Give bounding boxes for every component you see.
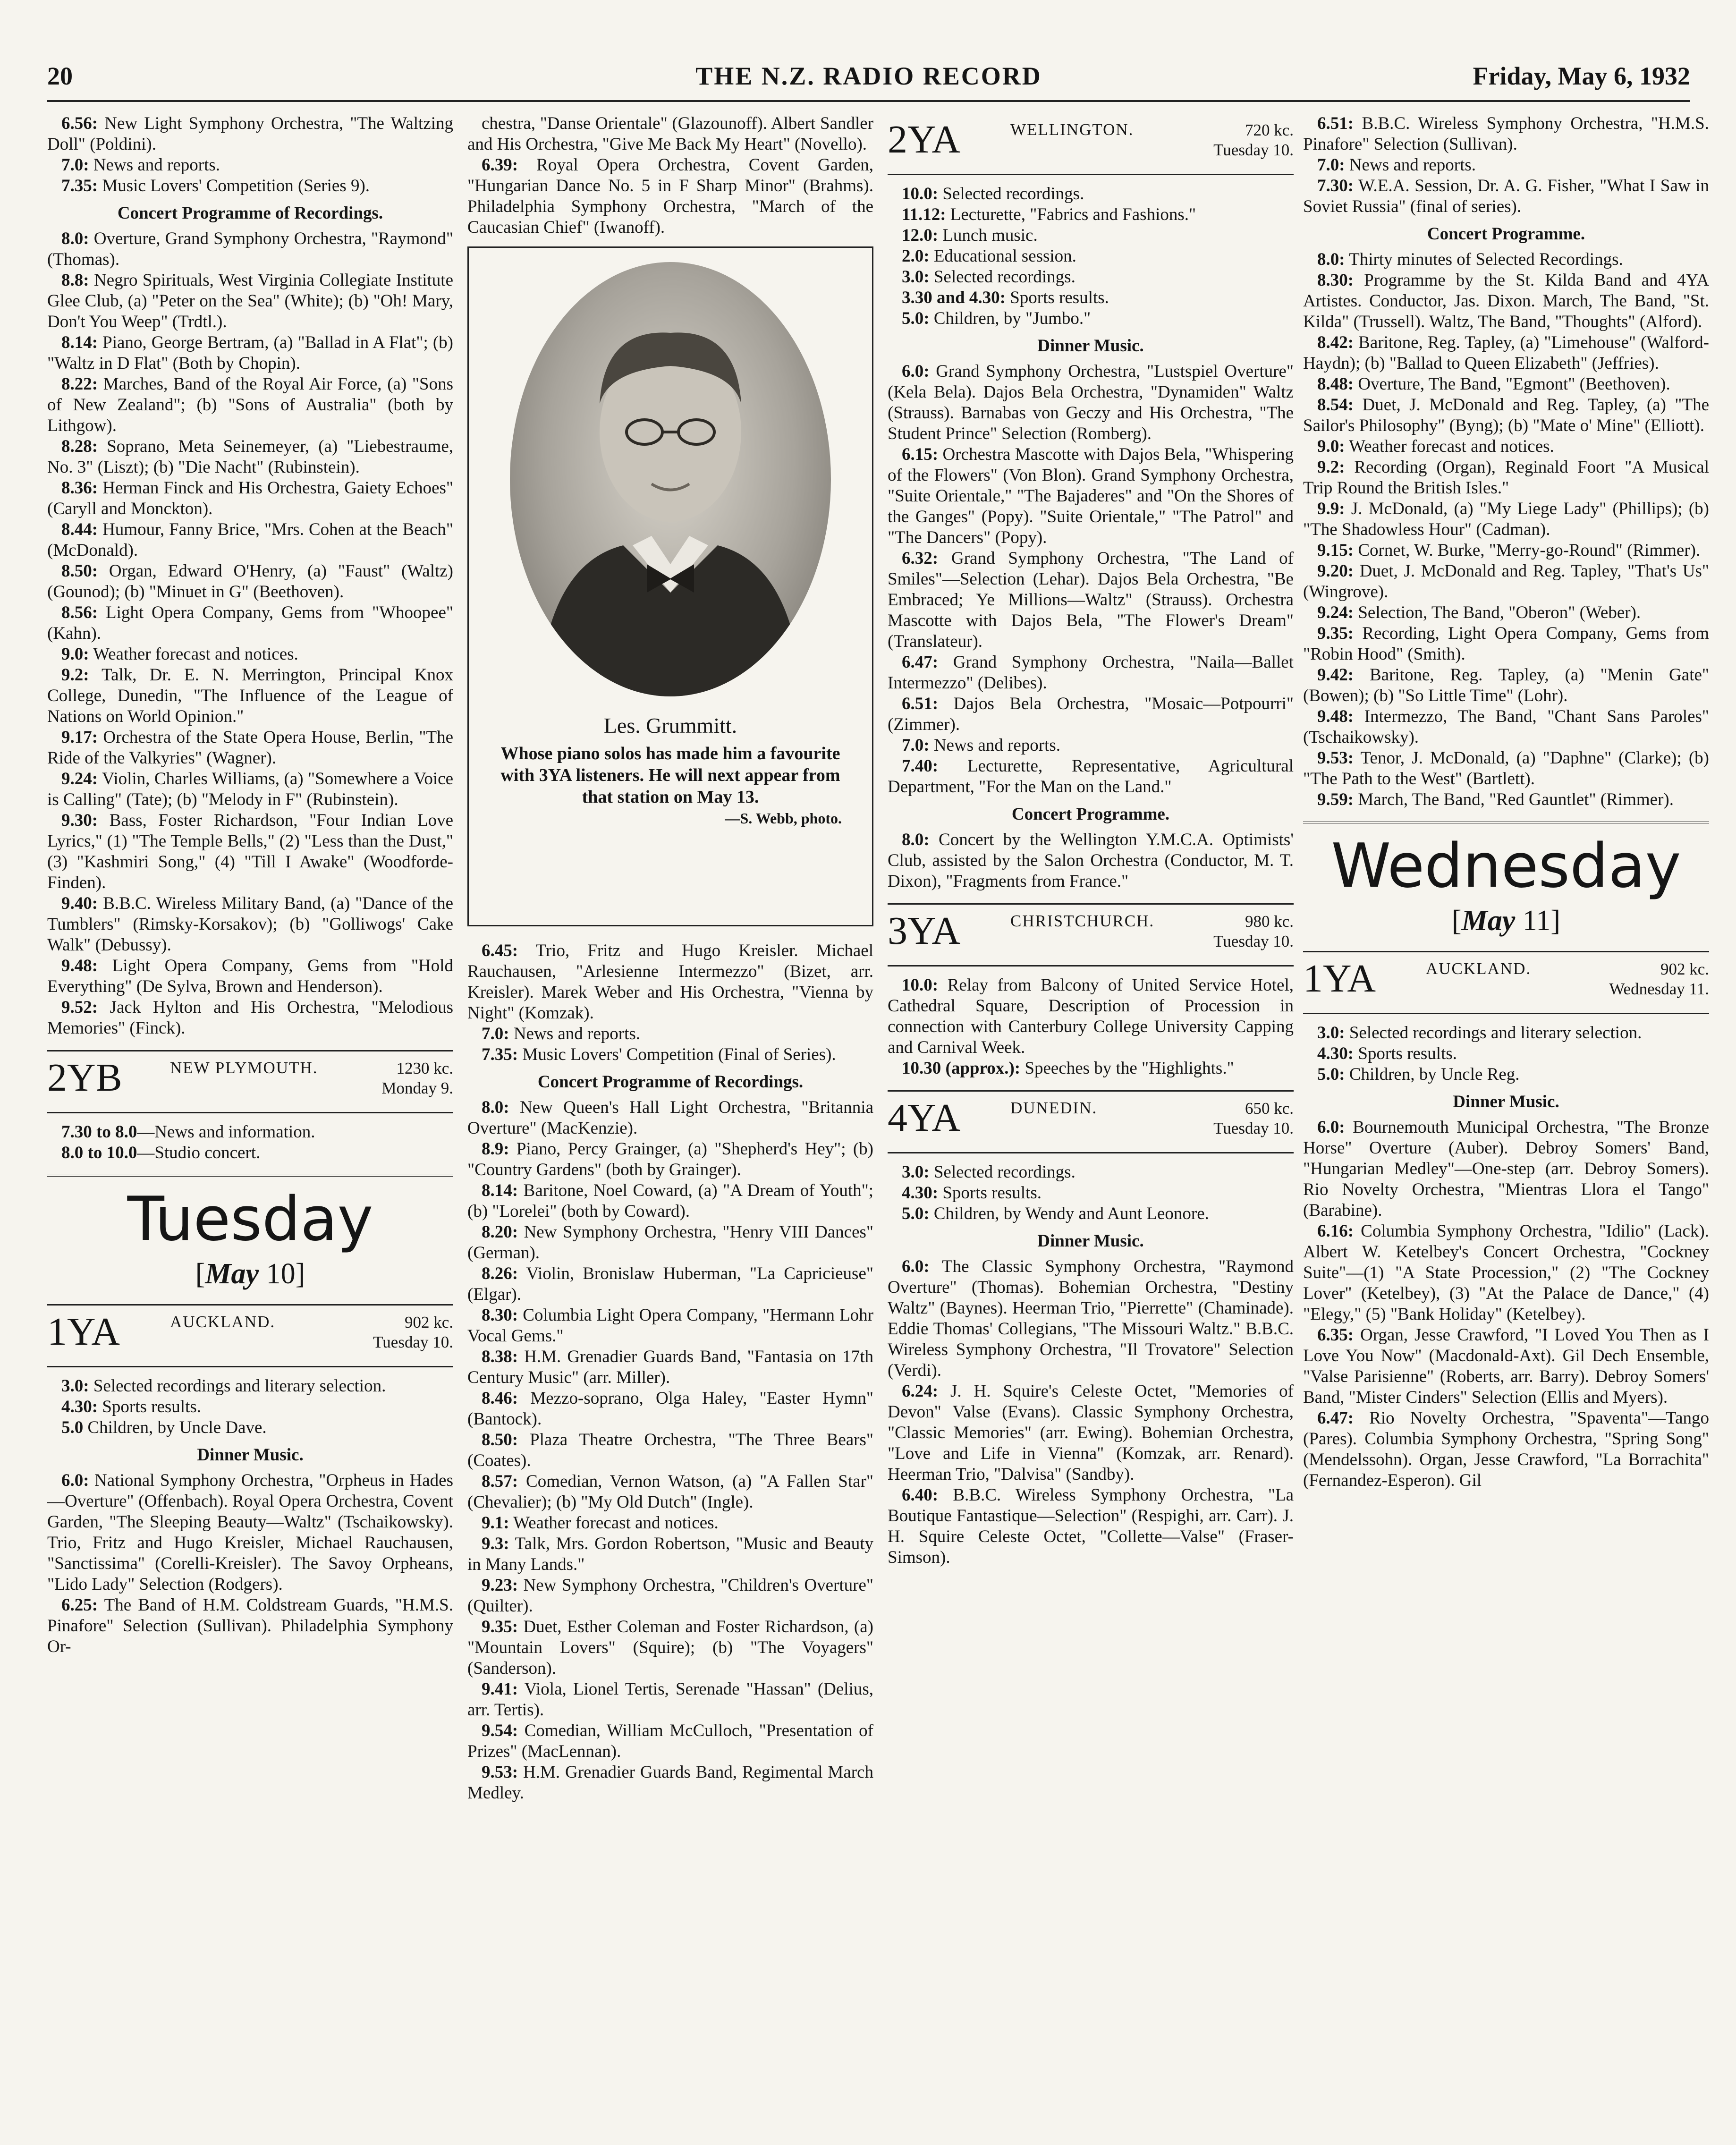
column-4 [1303,113,1709,1491]
list-2ya [888,184,1294,892]
programme-item: 4.30: Sports results. [61,1397,202,1416]
programme-item: 6.0: National Symphony Orchestra, "Orpheus in Hades—Overture" (Offenbach). Royal Opera Orchestra, Covent Garden, "The Sleeping Beauty—Waltz" (Tschaikowsky). Trio, Fritz and Hugo Kreisler, Michael Rauchausen, "Sanctissima" (Corelli-Kreisler). The Savoy Orpheans, "Lido Lady" Selection (Rodgers). [47,1471,453,1594]
station-day: Tuesday 10. [1213,1119,1294,1137]
programme-item: 8.22: Marches, Band of the Royal Air Force, (a) "Sons of New Zealand"; (b) "Sons of Australia" (both by Lithgow). [47,374,453,435]
programme-item: 8.0 to 10.0—Studio concert. [61,1143,261,1162]
programme-item: 8.26: Violin, Bronislaw Huberman, "La Capricieuse" (Elgar). [467,1264,873,1304]
programme-item: 8.44: Humour, Fanny Brice, "Mrs. Cohen at the Beach" (McDonald). [47,520,453,560]
list-col2-top [467,113,873,238]
programme-item: 6.45: Trio, Fritz and Hugo Kreisler. Michael Rauchausen, "Arlesienne Intermezzo" (Bizet, arr. Kreisler). Marek Weber and His Orchestra, "Vienna by Night" (Komzak). [467,941,873,1023]
programme-item: 6.35: Organ, Jesse Crawford, "I Loved You Then as I Love You Now" (Macdonald-Axt). Gil Dech Ensemble, "Valse Parisienne" (Roberts, arr. Barry). Debroy Somers' Band, "Mister Cinders" Selection (Ellis and Myers). [1303,1325,1709,1407]
day-heading-wednesday: Wednesday [1331,831,1681,901]
station-city: AUCKLAND. [170,1313,276,1331]
programme-item: 8.0: Overture, Grand Symphony Orchestra, "Raymond" (Thomas). [47,229,453,269]
programme-item: 9.53: H.M. Grenadier Guards Band, Regimental March Medley. [467,1763,873,1803]
programme-item: 9.52: Jack Hylton and His Orchestra, "Melodious Memories" (Finck). [47,998,453,1038]
station-day: Wednesday 11. [1609,980,1709,998]
programme-item: 6.56: New Light Symphony Orchestra, "The Waltzing Doll" (Poldini). [47,114,453,154]
station-city: WELLINGTON. [1010,120,1134,139]
programme-item: 9.35: Recording, Light Opera Company, Gems from "Robin Hood" (Smith). [1303,624,1709,664]
programme-item: 6.39: Royal Opera Orchestra, Covent Garden, "Hungarian Dance No. 5 in F Sharp Minor" (Brahms). Philadelphia Symphony Orchestra, "March of the Caucasian Chief" (Iwanoff). [467,155,873,237]
station-call: 3YA [888,909,961,953]
programme-item: 9.0: Weather forecast and notices. [61,644,298,664]
programme-item: 9.48: Intermezzo, The Band, "Chant Sans Paroles" (Tschaikowsky). [1303,707,1709,747]
programme-item: 9.54: Comedian, William McCulloch, "Presentation of Prizes" (MacLennan). [467,1721,873,1761]
programme-item: 10.0: Relay from Balcony of United Service Hotel, Cathedral Square, Description of Procession in connection with Canterbury College University Capping and Carnival Week. [888,975,1294,1057]
programme-item: 2.0: Educational session. [902,246,1076,266]
list-col4 [1303,113,1709,810]
programme-item: 8.46: Mezzo-soprano, Olga Haley, "Easter Hymn" (Bantock). [467,1389,873,1429]
programme-item: 7.40: Lecturette, Representative, Agricultural Department, "For the Man on the Land." [888,756,1294,797]
programme-item: 9.41: Viola, Lionel Tertis, Serenade "Hassan" (Delius, arr. Tertis). [467,1679,873,1720]
station-day: Tuesday 10. [1213,141,1294,159]
list-col2 [467,941,873,1804]
programme-item: 9.30: Bass, Foster Richardson, "Four Indian Love Lyrics," (1) "The Temple Bells," (2) "Less than the Dust," (3) "Kashmiri Song," (4) "Till I Awake" (Woodforde-Finden). [47,811,453,892]
programme-item: 3.0: Selected recordings and literary selection. [61,1376,386,1396]
programme-item: 9.0: Weather forecast and notices. [1317,437,1554,456]
programme-item: 3.0: Selected recordings and literary selection. [1317,1023,1642,1043]
programme-item: 6.51: Dajos Bela Orchestra, "Mosaic—Potpourri" (Zimmer). [888,694,1294,734]
photo-caption: Whose piano solos has made him a favourite with 3YA listeners. He will next appear from that station on May 13. [500,744,840,807]
list-4ya [888,1162,1294,1568]
station-day: Monday 9. [381,1079,453,1097]
header-rule [47,100,1690,102]
programme-item: 8.50: Organ, Edward O'Henry, (a) "Faust" (Waltz) (Gounod); (b) "Minuet in G" (Beethoven). [47,561,453,602]
divider [888,1152,1294,1153]
programme-item: 7.35: Music Lovers' Competition (Final of Series). [482,1045,836,1064]
photo-credit: —S. Webb, photo. [725,810,842,827]
programme-item: 6.47: Grand Symphony Orchestra, "Naila—Ballet Intermezzo" (Delibes). [888,653,1294,693]
programme-item: 6.0: The Classic Symphony Orchestra, "Raymond Overture" (Thomas). Bohemian Orchestra, "Destiny Waltz" (Baynes). Heerman Trio, "Pierrette" (Chaminade). Eddie Thomas' Collegians, "The Missouri Waltz." B.B.C. Wireless Symphony Orchestra, "Il Trovatore" Selection (Verdi). [888,1257,1294,1380]
station-header-2yb [47,1050,453,1108]
station-header-2ya [888,113,1294,170]
programme-item: 7.0: News and reports. [482,1024,641,1043]
programme-item: 8.14: Piano, George Bertram, (a) "Ballad in A Flat"; (b) "Waltz in D Flat" (Both by Chopin). [47,333,453,373]
programme-item: 8.28: Soprano, Meta Seinemeyer, (a) "Liebestraume, No. 3" (Liszt); (b) "Die Nacht" (Rubinstein). [47,437,453,477]
programme-item: 8.9: Piano, Percy Grainger, (a) "Shepherd's Hey"; (b) "Country Gardens" (both by Grainger). [467,1139,873,1179]
station-call: 1YA [47,1310,120,1354]
programme-item: 10.0: Selected recordings. [902,184,1084,203]
programme-item: 8.0: New Queen's Hall Light Orchestra, "Britannia Overture" (MacKenzie). [467,1098,873,1138]
programme-item: 8.14: Baritone, Noel Coward, (a) "A Dream of Youth"; (b) "Lorelei" (both by Coward). [467,1181,873,1221]
list-1ya-wednesday [1303,1023,1709,1491]
programme-item: 6.51: B.B.C. Wireless Symphony Orchestra, "H.M.S. Pinafore" Selection (Sullivan). [1303,114,1709,154]
double-rule [1303,822,1709,826]
station-frequency: 980 kc. [1245,912,1294,931]
programme-item: 8.0: Concert by the Wellington Y.M.C.A. Optimists' Club, assisted by the Salon Orchestra (Conductor, M. T. Dixon), "Fragments from France." [888,830,1294,891]
programme-item: 9.40: B.B.C. Wireless Military Band, (a) "Dance of the Tumblers" (Rimsky-Korsakov); (b) "Golliwogs' Cake Walk" (Debussy). [47,894,453,955]
programme-item: 9.15: Cornet, W. Burke, "Merry-go-Round" (Rimmer). [1317,541,1701,560]
programme-item: 9.24: Violin, Charles Williams, (a) "Somewhere a Voice is Calling" (Tate); (b) "Melody in F" (Rubinstein). [47,769,453,809]
programme-item: 9.24: Selection, The Band, "Oberon" (Weber). [1317,603,1641,622]
section-subheading: Dinner Music. [1037,336,1144,356]
station-call: 2YA [888,118,961,161]
programme-item: 6.0: Bournemouth Municipal Orchestra, "The Bronze Horse" Overture (Auber). Debroy Somers' Band, "Hungarian Medley"—One-step (arr. Debroy Somers). Rio Novelty Orchestra, "Mientras Llora el Tango" (Barabine). [1303,1118,1709,1220]
programme-item: 8.56: Light Opera Company, Gems from "Whoopee" (Kahn). [47,603,453,643]
divider [1303,1013,1709,1014]
programme-item: 9.42: Baritone, Reg. Tapley, (a) "Menin Gate" (Bowen); (b) "So Little Time" (Lohr). [1303,665,1709,705]
section-subheading: Concert Programme of Recordings. [537,1072,804,1092]
programme-item: 6.47: Rio Novelty Orchestra, "Spaventa"—Tango (Pares). Columbia Symphony Orchestra, "Spring Song" (Mendelssohn). Organ, Jesse Crawford, "La Borrachita" (Fernandez-Esperon). Gil [1303,1408,1709,1490]
station-header-1ya-wed [1303,951,1709,1009]
programme-item: 9.35: Duet, Esther Coleman and Foster Richardson, (a) "Mountain Lovers" (Squire); (b) "The Voyagers" (Sanderson). [467,1617,873,1678]
programme-item: 6.40: B.B.C. Wireless Symphony Orchestra, "La Boutique Fantastique—Selection" (Respighi, arr. Carr). J. H. Squire Celeste Octet, "Collette—Valse" (Fraser-Simson). [888,1485,1294,1567]
programme-item: 7.30 to 8.0—News and information. [61,1122,315,1142]
programme-item: 8.42: Baritone, Reg. Tapley, (a) "Limehouse" (Walford-Haydn); (b) "Ballad to Queen Elizabeth" (Jeffries). [1303,333,1709,373]
station-city: CHRISTCHURCH. [1010,912,1155,930]
programme-item: 9.59: March, The Band, "Red Gauntlet" (Rimmer). [1317,790,1674,809]
station-frequency: 902 kc. [404,1313,453,1331]
programme-item: 3.0: Selected recordings. [902,267,1075,287]
programme-item: 8.8: Negro Spirituals, West Virginia Collegiate Institute Glee Club, (a) "Peter on the Sea" (White); (b) "Oh! Mary, Don't You Weep" (Trdtl.). [47,271,453,331]
divider [47,1112,453,1113]
programme-item: 9.20: Duet, J. McDonald and Reg. Tapley, "That's Us" (Wingrove). [1303,561,1709,602]
divider [888,174,1294,175]
day-date-tuesday: [May 10] [195,1258,305,1290]
day-heading-tuesday: Tuesday [127,1184,373,1255]
programme-item: 4.30: Sports results. [1317,1044,1457,1063]
list-col1 [47,113,453,1039]
station-call: 2YB [47,1056,122,1100]
programme-item: 5.0: Children, by Uncle Reg. [1317,1065,1520,1084]
list-2yb [47,1122,453,1163]
programme-item: 3.0: Selected recordings. [902,1162,1075,1182]
photo-name: Les. Grummitt. [603,713,737,738]
programme-item: 7.0: News and reports. [902,736,1061,755]
programme-item: 7.30: W.E.A. Session, Dr. A. G. Fisher, "What I Saw in Soviet Russia" (final of series). [1303,176,1709,216]
programme-item: 9.3: Talk, Mrs. Gordon Robertson, "Music and Beauty in Many Lands." [467,1534,873,1574]
date-month: May [205,1258,259,1290]
programme-item: 7.35: Music Lovers' Competition (Series 9). [61,176,370,195]
programme-item: 8.48: Overture, The Band, "Egmont" (Beethoven). [1317,374,1670,394]
publication-title: THE N.Z. RADIO RECORD [695,62,1042,90]
portrait-photo [510,262,831,696]
programme-item: 8.30: Programme by the St. Kilda Band and 4YA Artistes. Conductor, Jas. Dixon. March, The Band, "St. Kilda" (Trussell). Waltz, The Band, "Thoughts" (Alford). [1303,271,1709,331]
column-1 [47,113,453,1657]
date-number: 11 [1522,905,1551,937]
station-city: AUCKLAND. [1426,959,1532,978]
programme-item: 6.32: Grand Symphony Orchestra, "The Land of Smiles"—Selection (Lehar). Dajos Bela Orchestra, "Be Embraced; Ye Millions—Waltz" (Strauss). Orchestra Mascotte with Dajos Bela, "The Flower's Dream" (Translateur). [888,549,1294,651]
station-header-1ya [47,1304,453,1362]
programme-item: 3.30 and 4.30: Sports results. [902,288,1109,307]
programme-item: 7.0: News and reports. [61,155,220,175]
programme-item: 8.57: Comedian, Vernon Watson, (a) "A Fallen Star" (Chevalier); (b) "My Old Dutch" (Ingle). [467,1472,873,1512]
column-2 [467,113,873,1804]
station-call: 1YA [1303,957,1376,1000]
station-city: NEW PLYMOUTH. [170,1059,318,1077]
programme-item: 9.17: Orchestra of the State Opera House, Berlin, "The Ride of the Valkyries" (Wagner). [47,728,453,768]
station-frequency: 902 kc. [1660,960,1709,978]
station-day: Tuesday 10. [373,1333,453,1351]
programme-item: 9.23: New Symphony Orchestra, "Children's Overture" (Quilter). [467,1576,873,1616]
date-number: 10 [266,1258,296,1290]
divider [888,965,1294,967]
photo-box [467,246,873,926]
station-frequency: 650 kc. [1245,1099,1294,1118]
portrait-illustration [510,262,831,696]
section-subheading: Dinner Music. [1453,1092,1559,1111]
section-subheading: Concert Programme. [1427,224,1585,244]
programme-item: 8.30: Columbia Light Opera Company, "Hermann Lohr Vocal Gems." [467,1306,873,1346]
programme-item: 7.0: News and reports. [1317,155,1476,175]
station-frequency: 720 kc. [1245,121,1294,139]
programme-item: 9.2: Talk, Dr. E. N. Merrington, Principal Knox College, Dunedin, "The Influence of the League of Nations on World Opinion." [47,665,453,726]
station-city: DUNEDIN. [1010,1099,1098,1117]
column-3 [888,113,1294,1568]
programme-item: 11.12: Lecturette, "Fabrics and Fashions." [902,205,1196,224]
programme-item: 4.30: Sports results. [902,1183,1042,1203]
programme-item: 9.9: J. McDonald, (a) "My Liege Lady" (Phillips); (b) "The Shadowless Hour" (Cadman). [1303,499,1709,539]
divider [47,1366,453,1367]
programme-item: 8.20: New Symphony Orchestra, "Henry VIII Dances" (German). [467,1222,873,1263]
section-subheading: Concert Programme. [1011,805,1170,824]
day-date-wednesday: [May 11] [1451,905,1561,937]
programme-item: 6.24: J. H. Squire's Celeste Octet, "Memories of Devon" Valse (Evans). Classic Symphony Orchestra, "Classic Memories" (arr. Ewing). Bohemian Orchestra, "Love and Life in Vienna" (Komzak, arr. Renard). Heerman Trio, "Dalvisa" (Sandby). [888,1382,1294,1484]
section-subheading: Dinner Music. [1037,1231,1144,1251]
double-rule [47,1175,453,1179]
section-subheading: Dinner Music. [197,1445,304,1465]
programme-item: 6.16: Columbia Symphony Orchestra, "Idilio" (Lack). Albert W. Ketelbey's Concert Orchestra, "Cockney Suite"—(1) "A State Procession," (2) "The Cockney Lover" (Ketelbey), (3) "At the Palace de Dance," (4) "Elegy," (5) "Bank Holiday" (Ketelbey). [1303,1221,1709,1324]
date-month: May [1461,905,1516,937]
section-subheading: Concert Programme of Recordings. [117,203,383,223]
page-number: 20 [47,62,73,90]
issue-date: Friday, May 6, 1932 [1473,62,1690,90]
page-header [47,61,1690,99]
programme-item: 5.0 Children, by Uncle Dave. [61,1418,267,1437]
programme-item: 9.2: Recording (Organ), Reginald Foort "A Musical Trip Round the British Isles." [1303,458,1709,498]
programme-item: 6.15: Orchestra Mascotte with Dajos Bela, "Whispering of the Flowers" (Von Blon). Grand Symphony Orchestra, "Suite Orientale," "The Bajaderes" and "On the Shores of the Ganges" (Popy). "Suite Orientale," "The Patrol" and "The Dancers" (Popy). [888,445,1294,547]
station-header-3ya [888,903,1294,961]
list-3ya [888,975,1294,1079]
programme-item: 5.0: Children, by Wendy and Aunt Leonore. [902,1204,1209,1223]
list-1ya-tuesday [47,1376,453,1657]
programme-item: 8.0: Thirty minutes of Selected Recordings. [1317,250,1623,269]
station-frequency: 1230 kc. [396,1059,453,1077]
programme-item: 8.54: Duet, J. McDonald and Reg. Tapley, (a) "The Sailor's Philosophy" (Byng); (b) "Mate o' Mine" (Elliott). [1303,395,1709,435]
programme-item: 8.36: Herman Finck and His Orchestra, Gaiety Echoes" (Caryll and Monckton). [47,478,453,518]
station-day: Tuesday 10. [1213,932,1294,950]
programme-item: 8.50: Plaza Theatre Orchestra, "The Three Bears" (Coates). [467,1430,873,1470]
programme-item: 9.53: Tenor, J. McDonald, (a) "Daphne" (Clarke); (b) "The Path to the West" (Bartlett). [1303,748,1709,788]
station-call: 4YA [888,1096,961,1140]
programme-item: 12.0: Lunch music. [902,226,1038,245]
programme-item: 9.1: Weather forecast and notices. [482,1513,719,1533]
programme-item: 6.0: Grand Symphony Orchestra, "Lustspiel Overture" (Kela Bela). Dajos Bela Orchestra, "Dynamiden" Waltz (Strauss). Barnabas von Geczy and His Orchestra, "The Student Prince" Selection (Romberg). [888,362,1294,443]
programme-item: 8.38: H.M. Grenadier Guards Band, "Fantasia on 17th Century Music" (arr. Miller). [467,1347,873,1387]
station-header-4ya [888,1090,1294,1148]
programme-item: 6.25: The Band of H.M. Coldstream Guards, "H.M.S. Pinafore" Selection (Sullivan). Philadelphia Symphony Or- [47,1595,453,1656]
programme-item: 5.0: Children, by "Jumbo." [902,309,1091,328]
programme-item: 9.48: Light Opera Company, Gems from "Hold Everything" (De Sylva, Brown and Henderson). [47,956,453,996]
programme-item: 10.30 (approx.): Speeches by the "Highlights." [902,1059,1234,1078]
programme-item: chestra, "Danse Orientale" (Glazounoff). Albert Sandler and His Orchestra, "Give Me Back My Heart" (Novello). [467,114,873,154]
